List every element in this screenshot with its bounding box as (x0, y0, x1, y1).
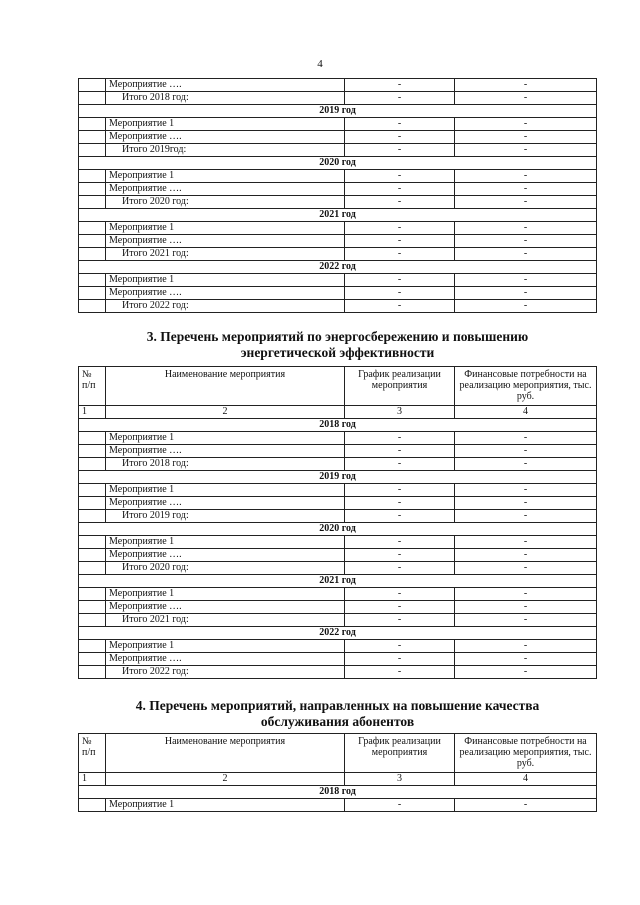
schedule-cell: - (345, 92, 455, 105)
table-row (79, 287, 597, 300)
year-heading-cell: 2022 год (79, 261, 597, 274)
row-num-cell (79, 432, 106, 445)
table-row (79, 484, 597, 497)
schedule-cell: - (345, 588, 455, 601)
column-number-cell: 4 (455, 406, 597, 419)
event-name-cell: Мероприятие 1 (106, 588, 345, 601)
schedule-cell: - (345, 432, 455, 445)
year-heading-cell: 2021 год (79, 575, 597, 588)
schedule-cell: - (345, 144, 455, 157)
column-number-cell: 1 (79, 773, 106, 786)
schedule-cell: - (345, 445, 455, 458)
header-name-cell: Наименование мероприятия (106, 367, 345, 406)
event-name-cell: Мероприятие …. (106, 601, 345, 614)
schedule-cell: - (345, 183, 455, 196)
column-number-cell: 2 (106, 406, 345, 419)
schedule-cell: - (345, 458, 455, 471)
row-num-cell (79, 497, 106, 510)
section-3-table (78, 366, 597, 679)
event-name-cell: Мероприятие 1 (106, 118, 345, 131)
event-name-cell: Мероприятие 1 (106, 222, 345, 235)
row-num-cell (79, 640, 106, 653)
header-num-cell: № п/п (79, 367, 106, 406)
section-4-title (78, 698, 597, 730)
finance-cell: - (455, 131, 597, 144)
event-name-cell: Мероприятие …. (106, 549, 345, 562)
row-num-cell (79, 799, 106, 812)
table-row (79, 79, 597, 92)
total-row (79, 666, 597, 679)
row-num-cell (79, 666, 106, 679)
top-continuation-table (78, 78, 597, 313)
column-number-cell: 1 (79, 406, 106, 419)
event-name-cell: Мероприятие 1 (106, 640, 345, 653)
row-num-cell (79, 92, 106, 105)
event-name-cell: Мероприятие 1 (106, 536, 345, 549)
year-heading-cell: 2018 год (79, 419, 597, 432)
total-row (79, 92, 597, 105)
year-row (79, 261, 597, 274)
column-number-cell: 4 (455, 773, 597, 786)
row-num-cell (79, 445, 106, 458)
finance-cell: - (455, 432, 597, 445)
schedule-cell: - (345, 170, 455, 183)
year-row (79, 419, 597, 432)
row-num-cell (79, 601, 106, 614)
finance-cell: - (455, 549, 597, 562)
year-heading-cell: 2022 год (79, 627, 597, 640)
row-num-cell (79, 118, 106, 131)
row-num-cell (79, 170, 106, 183)
schedule-cell: - (345, 196, 455, 209)
finance-cell: - (455, 235, 597, 248)
total-row (79, 196, 597, 209)
year-row (79, 157, 597, 170)
row-num-cell (79, 510, 106, 523)
schedule-cell: - (345, 248, 455, 261)
column-number-row (79, 773, 597, 786)
table-row (79, 588, 597, 601)
event-name-cell: Мероприятие 1 (106, 170, 345, 183)
table-row (79, 536, 597, 549)
column-number-cell: 2 (106, 773, 345, 786)
table-row (79, 653, 597, 666)
row-num-cell (79, 131, 106, 144)
section-3-title-line1: 3. Перечень мероприятий по энергосбережению и повышению (146, 329, 529, 344)
year-heading-cell: 2018 год (79, 786, 597, 799)
finance-cell: - (455, 183, 597, 196)
table-row (79, 118, 597, 131)
section-3-title-line2: энергетической эффективности (240, 345, 435, 360)
header-schedule-cell: График реализации мероприятия (345, 367, 455, 406)
year-row (79, 786, 597, 799)
schedule-cell: - (345, 799, 455, 812)
event-name-cell: Итого 2018 год: (106, 458, 345, 471)
finance-cell: - (455, 287, 597, 300)
event-name-cell: Итого 2020 год: (106, 196, 345, 209)
schedule-cell: - (345, 300, 455, 313)
row-num-cell (79, 248, 106, 261)
section-4-table (78, 733, 597, 812)
column-number-cell: 3 (345, 406, 455, 419)
header-schedule-cell: График реализации мероприятия (345, 734, 455, 773)
table-row (79, 601, 597, 614)
event-name-cell: Мероприятие …. (106, 653, 345, 666)
header-num-cell: № п/п (79, 734, 106, 773)
section-4-title-line2: обслуживания абонентов (260, 714, 415, 729)
total-row (79, 458, 597, 471)
year-heading-cell: 2021 год (79, 209, 597, 222)
finance-cell: - (455, 601, 597, 614)
finance-cell: - (455, 144, 597, 157)
header-row (79, 734, 597, 773)
schedule-cell: - (345, 536, 455, 549)
year-row (79, 523, 597, 536)
schedule-cell: - (345, 118, 455, 131)
year-row (79, 209, 597, 222)
year-heading-cell: 2019 год (79, 105, 597, 118)
row-num-cell (79, 183, 106, 196)
finance-cell: - (455, 222, 597, 235)
year-row (79, 471, 597, 484)
year-heading-cell: 2020 год (79, 157, 597, 170)
finance-cell: - (455, 248, 597, 261)
finance-cell: - (455, 588, 597, 601)
total-row (79, 510, 597, 523)
finance-cell: - (455, 300, 597, 313)
column-number-row (79, 406, 597, 419)
row-num-cell (79, 235, 106, 248)
finance-cell: - (455, 196, 597, 209)
table-row (79, 497, 597, 510)
event-name-cell: Мероприятие …. (106, 131, 345, 144)
event-name-cell: Мероприятие …. (106, 445, 345, 458)
total-row (79, 300, 597, 313)
schedule-cell: - (345, 640, 455, 653)
schedule-cell: - (345, 222, 455, 235)
event-name-cell: Итого 2021 год: (106, 614, 345, 627)
row-num-cell (79, 588, 106, 601)
event-name-cell: Итого 2019год: (106, 144, 345, 157)
finance-cell: - (455, 445, 597, 458)
total-row (79, 562, 597, 575)
schedule-cell: - (345, 131, 455, 144)
row-num-cell (79, 653, 106, 666)
header-finance-cell: Финансовые потребности на реализацию мероприятия, тыс. руб. (455, 367, 597, 406)
finance-cell: - (455, 458, 597, 471)
schedule-cell: - (345, 510, 455, 523)
event-name-cell: Итого 2019 год: (106, 510, 345, 523)
row-num-cell (79, 614, 106, 627)
year-heading-cell: 2019 год (79, 471, 597, 484)
year-heading-cell: 2020 год (79, 523, 597, 536)
row-num-cell (79, 222, 106, 235)
schedule-cell: - (345, 235, 455, 248)
event-name-cell: Мероприятие 1 (106, 484, 345, 497)
total-row (79, 248, 597, 261)
finance-cell: - (455, 79, 597, 92)
header-row (79, 367, 597, 406)
row-num-cell (79, 549, 106, 562)
finance-cell: - (455, 640, 597, 653)
finance-cell: - (455, 510, 597, 523)
total-row (79, 144, 597, 157)
event-name-cell: Итого 2018 год: (106, 92, 345, 105)
year-row (79, 627, 597, 640)
row-num-cell (79, 562, 106, 575)
finance-cell: - (455, 562, 597, 575)
event-name-cell: Мероприятие 1 (106, 799, 345, 812)
event-name-cell: Мероприятие …. (106, 183, 345, 196)
row-num-cell (79, 287, 106, 300)
table-row (79, 432, 597, 445)
event-name-cell: Итого 2022 год: (106, 300, 345, 313)
schedule-cell: - (345, 497, 455, 510)
event-name-cell: Мероприятие 1 (106, 274, 345, 287)
event-name-cell: Мероприятие …. (106, 79, 345, 92)
table-row (79, 549, 597, 562)
row-num-cell (79, 458, 106, 471)
finance-cell: - (455, 484, 597, 497)
schedule-cell: - (345, 666, 455, 679)
row-num-cell (79, 484, 106, 497)
table-row (79, 131, 597, 144)
section-3-title (78, 329, 597, 361)
finance-cell: - (455, 170, 597, 183)
column-number-cell: 3 (345, 773, 455, 786)
schedule-cell: - (345, 601, 455, 614)
row-num-cell (79, 300, 106, 313)
event-name-cell: Мероприятие …. (106, 287, 345, 300)
table-row (79, 274, 597, 287)
schedule-cell: - (345, 562, 455, 575)
event-name-cell: Мероприятие 1 (106, 432, 345, 445)
event-name-cell: Итого 2022 год: (106, 666, 345, 679)
table-row (79, 640, 597, 653)
table-row (79, 222, 597, 235)
schedule-cell: - (345, 274, 455, 287)
schedule-cell: - (345, 614, 455, 627)
table-row (79, 445, 597, 458)
finance-cell: - (455, 92, 597, 105)
schedule-cell: - (345, 287, 455, 300)
header-finance-cell: Финансовые потребности на реализацию мероприятия, тыс. руб. (455, 734, 597, 773)
finance-cell: - (455, 118, 597, 131)
table-row (79, 799, 597, 812)
schedule-cell: - (345, 79, 455, 92)
total-row (79, 614, 597, 627)
event-name-cell: Мероприятие …. (106, 235, 345, 248)
finance-cell: - (455, 497, 597, 510)
table-row (79, 170, 597, 183)
page-number: 4 (317, 58, 323, 70)
year-row (79, 105, 597, 118)
schedule-cell: - (345, 484, 455, 497)
row-num-cell (79, 274, 106, 287)
event-name-cell: Итого 2020 год: (106, 562, 345, 575)
row-num-cell (79, 79, 106, 92)
header-name-cell: Наименование мероприятия (106, 734, 345, 773)
finance-cell: - (455, 799, 597, 812)
finance-cell: - (455, 536, 597, 549)
table-row (79, 235, 597, 248)
event-name-cell: Итого 2021 год: (106, 248, 345, 261)
section-4-title-line1: 4. Перечень мероприятий, направленных на повышение качества (135, 698, 540, 713)
year-row (79, 575, 597, 588)
event-name-cell: Мероприятие …. (106, 497, 345, 510)
finance-cell: - (455, 614, 597, 627)
row-num-cell (79, 144, 106, 157)
row-num-cell (79, 196, 106, 209)
schedule-cell: - (345, 653, 455, 666)
table-row (79, 183, 597, 196)
finance-cell: - (455, 653, 597, 666)
row-num-cell (79, 536, 106, 549)
finance-cell: - (455, 274, 597, 287)
finance-cell: - (455, 666, 597, 679)
schedule-cell: - (345, 549, 455, 562)
